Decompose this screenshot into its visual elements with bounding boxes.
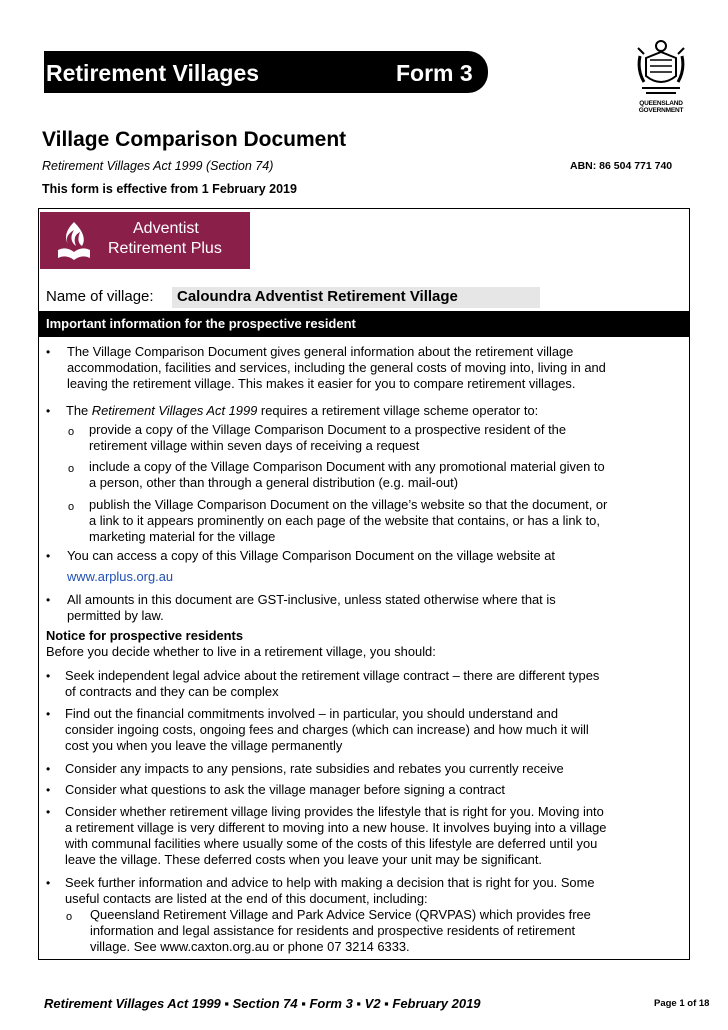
effective-date: This form is effective from 1 February 2019 [42,182,297,196]
document-title: Village Comparison Document [42,128,347,151]
info-s2-line2: a person, other than through a general distribution (e.g. mail-out) [89,475,459,490]
act-reference: Retirement Villages Act 1999 (Section 74) [42,159,274,173]
notice-q-line3: village. See www.caxton.org.au or phone 07 3214 6333. [90,939,410,954]
village-name-row [40,287,688,309]
notice-q-line1: Queensland Retirement Village and Park Advice Service (QRVPAS) which provides free [90,907,591,922]
sub-bullet: o [68,463,75,475]
logo-line-2: Retirement Plus [108,240,222,257]
bullet: • [46,669,51,683]
notice-intro: Before you decide whether to live in a retirement village, you should: [46,644,436,659]
queensland-government-logo [628,38,694,118]
notice-n2-line2: consider ingoing costs, ongoing fees and charges (which can increase) and how much it will [65,722,589,737]
notice-n6-line1: Seek further information and advice to help with making a decision that is right for you. Some [65,875,595,890]
village-website-link[interactable]: www.arplus.org.au [67,569,174,584]
info-p1-line1: The Village Comparison Document gives general information about the retirement village [67,344,574,359]
info-p2 [66,403,538,419]
banner-form-number: Form 3 [396,60,473,86]
info-p4-line2: permitted by law. [67,608,164,623]
notice-q-line2: information and legal assistance for residents and prospective residents of retirement [90,923,576,938]
info-s3-line3: marketing material for the village [89,529,276,544]
info-s1-line1: provide a copy of the Village Comparison Document to a prospective resident of the [89,422,566,437]
banner-title: Retirement Villages [46,60,260,86]
info-p1-line3: leaving the retirement village. This makes it easier for you to compare retirement villages. [67,376,576,391]
notice-n6-line2: useful contacts are listed at the end of this document, including: [65,891,428,906]
village-name-label: Name of village: [46,288,154,305]
notice-n2-line1: Find out the financial commitments involved – in particular, you should understand and [65,706,558,721]
notice-n3: Consider any impacts to any pensions, rate subsidies and rebates you currently receive [65,761,564,776]
bullet: • [46,805,51,819]
sub-bullet: o [68,501,75,513]
notice-n2-line3: cost you when you leave the village permanently [65,738,343,753]
sub-bullet: o [68,426,75,438]
flame-book-icon [54,220,94,262]
bullet: • [46,345,51,359]
info-p3-line1: You can access a copy of this Village Comparison Document on the village website at [67,548,555,563]
coat-of-arms-icon [636,38,686,100]
info-p4-line1: All amounts in this document are GST-inclusive, unless stated otherwise where that is [67,592,556,607]
section-header [39,311,689,337]
abn-number: ABN: 86 504 771 740 [570,160,673,172]
footer-text: Retirement Villages Act 1999 ▪ Section 74 ▪ Form 3 ▪ V2 ▪ February 2019 [44,996,481,1011]
bullet: • [46,549,51,563]
notice-n4: Consider what questions to ask the village manager before signing a contract [65,782,505,797]
info-s3-line1: publish the Village Comparison Document on the village’s website so that the document, or [89,497,608,512]
bullet: • [46,876,51,890]
section-header-text: Important information for the prospective resident [46,316,356,331]
sub-bullet: o [66,911,73,923]
info-s3-line2: a link to it appears prominently on each page of the website that contains, or has a link to, [89,513,600,528]
bullet: • [46,783,51,797]
govt-line-2: GOVERNMENT [638,107,684,114]
notice-n5-line4: leave the village. These deferred costs when you leave your unit may be significant. [65,852,542,867]
form-banner [44,51,488,93]
govt-line-1: QUEENSLAND [639,100,683,107]
notice-heading: Notice for prospective residents [46,628,243,643]
info-s1-line2: retirement village within seven days of receiving a request [89,438,420,453]
logo-line-1: Adventist [133,220,199,237]
village-name-value: Caloundra Adventist Retirement Village [177,288,458,305]
bullet: • [46,762,51,776]
info-p2-post: requires a retirement village scheme operator to: [257,403,539,418]
info-s2-line1: include a copy of the Village Comparison Document with any promotional material given to [89,459,605,474]
adventist-retirement-plus-logo [40,212,250,269]
page-number: Page 1 of 18 [654,998,710,1009]
bullet: • [46,404,51,418]
info-p1-line2: accommodation, facilities and services, including the general costs of moving into, living in and [67,360,606,375]
info-p2-pre: The [66,403,92,418]
info-p2-act: Retirement Villages Act 1999 [91,403,258,418]
bullet: • [46,593,51,607]
bullet: • [46,707,51,721]
notice-n1-line2: of contracts and they can be complex [65,684,279,699]
notice-n5-line2: a retirement village is very different to moving into a new house. It involves buying into a village [65,820,607,835]
notice-n5-line3: with communal facilities where usually some of the costs of this lifestyle are deferred until you [65,836,598,851]
notice-n5-line1: Consider whether retirement village living provides the lifestyle that is right for you. Moving into [65,804,604,819]
notice-n1-line1: Seek independent legal advice about the retirement village contract – there are different types [65,668,600,683]
